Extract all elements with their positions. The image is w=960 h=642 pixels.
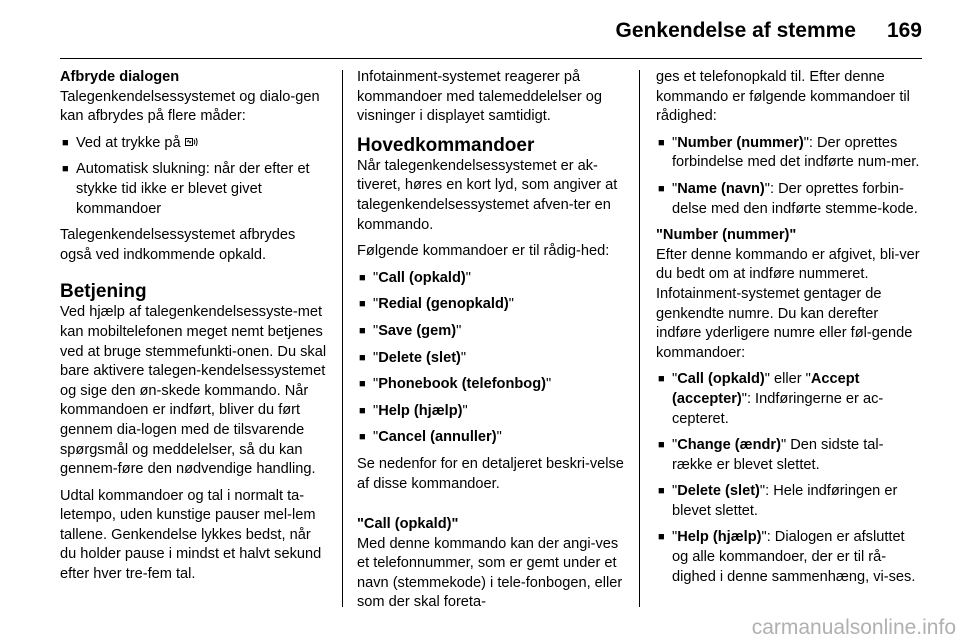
- list-item: ■ Automatisk slukning: når der efter et stykke tid ikke er blevet givet kommandoer: [60, 160, 328, 219]
- paragraph: Når talegenkendelsessystemet er ak-tiveret, høres en kort lyd, som angiver at talegenkendelsessystemet afven-ter en kommando.: [357, 157, 618, 233]
- column-divider-1: [342, 70, 343, 607]
- list-item: ■ "Name (navn)": Der oprettes forbin-delse med den indførte stemme-kode.: [656, 180, 924, 219]
- list-item: ■ "Help (hjælp)": [357, 402, 625, 422]
- command-name: Delete (slet): [677, 483, 760, 500]
- command-name: Delete (slet): [378, 349, 461, 366]
- paragraph: Med denne kommando kan der angi-ves et telefonnummer, som er gemt under et navn (stemmekode) i tele-fonbogen, eller som der skal foreta-: [357, 535, 623, 611]
- bullet-list: [656, 370, 924, 587]
- column-2: [357, 68, 625, 620]
- list-item: ■ "Save (gem)": [357, 322, 625, 342]
- list-item: ■ "Redial (genopkald)": [357, 295, 625, 315]
- list-item: ■ "Help (hjælp)": Dialogen er afsluttet og alle kommandoer, der er til rå-dighed i denne sammenhæng, vi-ses.: [656, 528, 924, 587]
- list-item-text: : Indføringerne er ac-cepteret.: [672, 390, 884, 427]
- section-subtitle: Afbryde dialogen: [60, 69, 180, 85]
- paragraph: Ved hjælp af talegenkendelsessyste-met kan mobiltelefonen meget nemt betjenes ved at bruge stemmefunkti-onen. Du skal bare aktivere talegen-kendelsessystemet og sige den øn-skede kommando. Når kommandoen er indført, bliver du ført gennem dia-logen med de tilsvarende spørgsmål og meddelelser, så du kan gennem-føre den nødvendige handling.: [60, 304, 327, 478]
- section-heading: Betjening: [60, 281, 147, 303]
- list-item-text: : Hele indføringen er blevet slettet.: [672, 483, 898, 519]
- voice-button-icon: [185, 135, 199, 147]
- command-name: Call (opkald): [378, 269, 466, 286]
- list-item: ■ "Phonebook (telefonbog)": [357, 375, 625, 395]
- paragraph: Talegenkendelsessystemet og dialo-gen kan afbrydes på flere måder:: [60, 88, 320, 125]
- command-name: Redial (genopkald): [378, 296, 509, 313]
- bullet-list: [60, 134, 328, 219]
- command-list: [357, 269, 625, 448]
- command-name: Help (hjælp): [677, 529, 762, 546]
- paragraph: Efter denne kommando er afgivet, bli-ver du bedt om at indføre nummeret. Infotainment-systemet gentager de genkendte numre. Du kan derefter indføre yderligere numre eller føl-gende kommandoer:: [656, 246, 920, 361]
- list-item-text: Den sidste tal-række er blevet slettet.: [672, 437, 884, 473]
- section-subtitle: "Number (nummer)": [656, 227, 797, 244]
- page-header: [0, 0, 960, 60]
- paragraph: ges et telefonopkald til. Efter denne kommando er følgende kommandoer til rådighed:: [656, 69, 910, 125]
- column-1: [60, 68, 328, 592]
- page-number: 169: [886, 19, 922, 42]
- list-item-text: : Der oprettes forbin-delse med den indførte stemme-kode.: [672, 180, 918, 217]
- list-item: ■ "Change (ændr)" Den sidste tal-række er blevet slettet.: [656, 436, 924, 475]
- command-name: Accept (accepter): [672, 371, 860, 407]
- list-item: ■ "Call (opkald)": [357, 269, 625, 289]
- command-name: Cancel (annuller): [378, 429, 497, 446]
- paragraph: Infotainment-systemet reagerer på kommandoer med talemeddelelser og visninger i displayet samtidigt.: [357, 69, 602, 125]
- list-item-text: Ved at trykke på: [76, 134, 181, 151]
- paragraph: Følgende kommandoer er til rådig-hed:: [357, 243, 610, 260]
- list-item-connector: " eller ": [764, 371, 811, 388]
- list-item: ■ "Delete (slet)": [357, 349, 625, 369]
- list-item: ■ "Cancel (annuller)": [357, 428, 625, 448]
- command-name: Number (nummer): [677, 134, 804, 151]
- column-3: [656, 68, 924, 594]
- page-title: Genkendelse af stemme: [615, 19, 856, 42]
- header-divider: [60, 58, 922, 59]
- command-name: Name (navn): [677, 180, 765, 197]
- bullet-list: [656, 134, 924, 219]
- command-name: Phonebook (telefonbog): [378, 376, 546, 393]
- list-item: [60, 134, 328, 154]
- command-name: Help (hjælp): [378, 402, 463, 419]
- column-divider-2: [639, 70, 640, 607]
- list-item-text: : Dialogen er afsluttet og alle kommandoer, der er til rå-dighed i denne sammenhæng, vi-ses.: [672, 529, 916, 585]
- list-item: ■ "Call (opkald)" eller "Accept (accepter)": Indføringerne er ac-cepteret.: [656, 370, 924, 429]
- list-item-text: : Der oprettes forbindelse med det indførte num-mer.: [672, 134, 920, 171]
- command-name: Save (gem): [378, 322, 457, 339]
- paragraph: Talegenkendelsessystemet afbrydes også ved indkommende opkald.: [60, 227, 296, 263]
- watermark: carmanualsonline.info: [751, 616, 956, 639]
- command-name: Change (ændr): [677, 437, 781, 454]
- section-subtitle: "Call (opkald)": [357, 516, 459, 533]
- paragraph: Se nedenfor for en detaljeret beskri-velse af disse kommandoer.: [357, 455, 624, 492]
- paragraph: Udtal kommandoer og tal i normalt ta-letempo, uden kunstige pauser mel-lem tallene. Genkendelse lykkes bedst, når du holder pause i mindst et halvt sekund efter hver tre-fem tal.: [60, 487, 322, 583]
- list-item: ■ "Delete (slet)": Hele indføringen er blevet slettet.: [656, 482, 924, 521]
- list-item: ■ "Number (nummer)": Der oprettes forbindelse med det indførte num-mer.: [656, 134, 924, 173]
- command-name: Call (opkald): [677, 371, 765, 388]
- section-heading: Hovedkommandoer: [357, 134, 535, 156]
